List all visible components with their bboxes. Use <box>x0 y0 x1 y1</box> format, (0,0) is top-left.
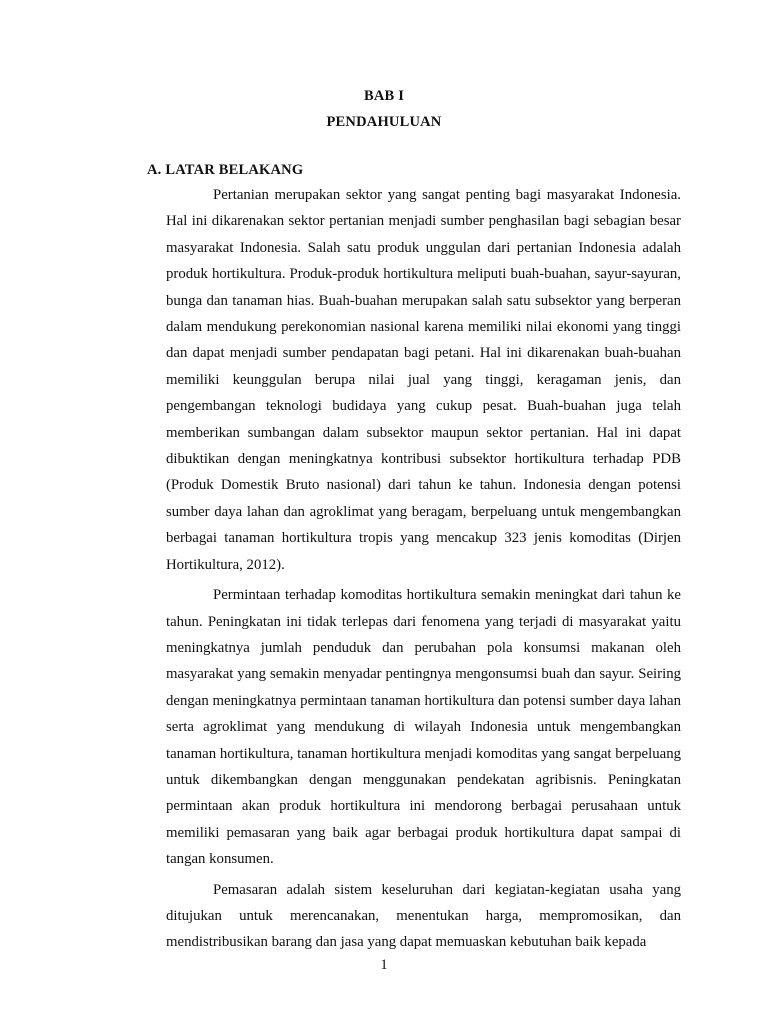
section-heading: A. LATAR BELAKANG <box>147 162 304 178</box>
paragraph-2: Permintaan terhadap komoditas hortikultura semakin meningkat dari tahun ke tahun. Peningkatan ini tidak terlepas dari fenomena yang terjadi di masyarakat yaitu meningkatnya jumlah penduduk dan perubahan pola konsumsi makanan oleh masyarakat yang semakin menyadar pentingnya mengonsumsi buah dan sayur. Seiring dengan meningkatnya permintaan tanaman hortikultura dan potensi sumber daya lahan serta agroklimat yang mendukung di wilayah Indonesia untuk mengembangkan tanaman hortikultura, tanaman hortikultura menjadi komoditas yang sangat berpeluang untuk dikembangkan dengan menggunakan pendekatan agribisnis. Peningkatan permintaan akan produk hortikultura ini mendorong berbagai perusahaan untuk memiliki pemasaran yang baik agar berbagai produk hortikultura dapat sampai di tangan konsumen. <box>166 587 681 868</box>
paragraph-3: Pemasaran adalah sistem keseluruhan dari kegiatan-kegiatan usaha yang ditujukan untuk merencanakan, menentukan harga, mempromosikan, dan mendistribusikan barang dan jasa yang dapat memuaskan kebutuhan baik kepada <box>166 881 681 951</box>
page-number: 1 <box>380 957 388 973</box>
paragraph-1: Pertanian merupakan sektor yang sangat penting bagi masyarakat Indonesia. Hal ini dikarenakan sektor pertanian menjadi sumber penghasilan bagi sebagian besar masyarakat Indonesia. Salah satu produk unggulan dari pertanian Indonesia adalah produk hortikultura. Produk-produk hortikultura meliputi buah-buahan, sayur-sayuran, bunga dan tanaman hias. Buah-buahan merupakan salah satu subsektor yang berperan dalam mendukung perekonomian nasional karena memiliki nilai ekonomi yang tinggi dan dapat menjadi sumber pendapatan bagi petani. Hal ini dikarenakan buah-buahan memiliki keunggulan berupa nilai jual yang tinggi, keragaman jenis, dan pengembangan teknologi budidaya yang cukup pesat. Buah-buahan juga telah memberikan sumbangan dalam subsektor maupun sektor pertanian. Hal ini dapat dibuktikan dengan meningkatnya kontribusi subsektor hortikultura terhadap PDB (Produk Domestik Bruto nasional) dari tahun ke tahun. Indonesia dengan potensi sumber daya lahan dan agroklimat yang beragam, berpeluang untuk mengembangkan berbagai tanaman hortikultura tropis yang mencakup 323 jenis komoditas (Dirjen Hortikultura, 2012). <box>166 187 681 573</box>
chapter-number: BAB I <box>363 88 405 104</box>
body-text <box>166 182 681 960</box>
chapter-title: PENDAHULUAN <box>326 114 442 130</box>
